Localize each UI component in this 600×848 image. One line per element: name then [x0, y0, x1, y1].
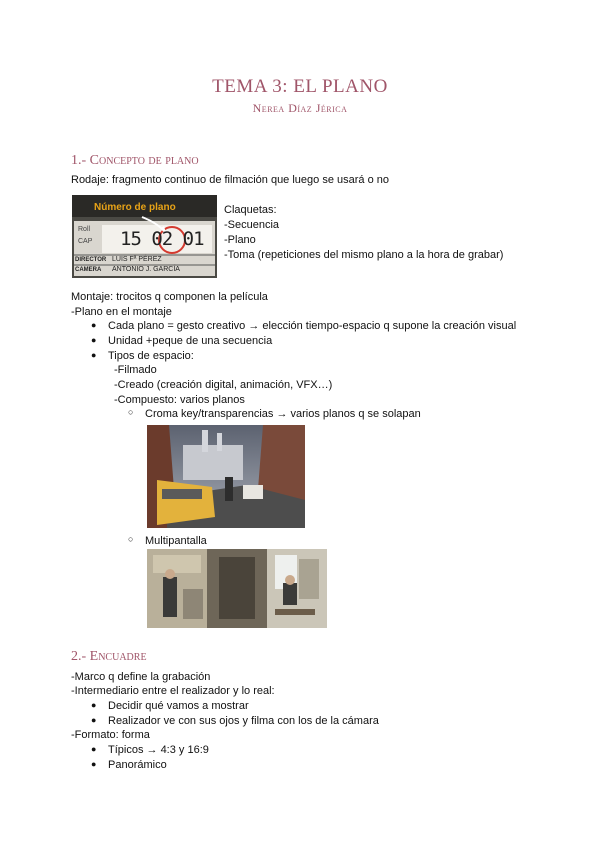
clapper-label: Número de plano — [94, 202, 176, 213]
espacio-item: -Filmado — [114, 364, 157, 376]
list-item: Tipos de espacio: — [108, 350, 194, 362]
circle-bullet: ○ — [128, 407, 134, 417]
page-title: TEMA 3: EL PLANO — [212, 76, 388, 97]
slate-director-label: DIRECTOR — [75, 257, 107, 263]
clapper-image — [72, 195, 217, 278]
plano-montaje-line: -Plano en el montaje — [71, 306, 172, 318]
list-item: Multipantalla — [145, 535, 207, 547]
montaje-definition: Montaje: trocitos q componen la película — [71, 291, 268, 303]
circle-bullet: ○ — [128, 534, 134, 544]
rodaje-definition: Rodaje: fragmento continuo de filmación que luego se usará o no — [71, 174, 389, 186]
bullet-dot: ● — [91, 350, 97, 360]
claquetas-item: -Plano — [224, 234, 256, 246]
slate-camera: ANTONIO J. GARCÍA — [112, 266, 180, 273]
slate-roll: Roll — [78, 226, 91, 233]
list-item: Croma key/transparencias → varios planos q se solapan — [145, 408, 421, 420]
encuadre-line: -Marco q define la grabación — [71, 671, 211, 683]
croma-key-image — [147, 425, 305, 528]
list-item: Típicos → 4:3 y 16:9 — [108, 744, 209, 756]
bullet-dot: ● — [91, 744, 97, 754]
encuadre-line: -Intermediario entre el realizador y lo real: — [71, 685, 275, 697]
list-item: Panorámico — [108, 759, 167, 771]
bullet-dot: ● — [91, 335, 97, 345]
section-heading-encuadre: 2.- Encuadre — [71, 649, 147, 664]
espacio-item: -Creado (creación digital, animación, VFX…) — [114, 379, 333, 391]
claquetas-item: -Toma (repeticiones del mismo plano a la hora de grabar) — [224, 249, 504, 261]
bullet-dot: ● — [91, 759, 97, 769]
multipantalla-image — [147, 549, 327, 628]
bullet-dot: ● — [91, 700, 97, 710]
slate-director: LUIS Fª PÉREZ — [112, 256, 162, 263]
slate-camera-label: CAMERA — [75, 267, 102, 273]
formato-line: -Formato: forma — [71, 729, 150, 741]
list-item: Decidir qué vamos a mostrar — [108, 700, 249, 712]
slate-cap: CAP — [78, 238, 93, 245]
espacio-item: -Compuesto: varios planos — [114, 394, 245, 406]
list-item: Unidad +peque de una secuencia — [108, 335, 273, 347]
author-name: Nerea Díaz Jérica — [252, 101, 348, 115]
bullet-dot: ● — [91, 320, 97, 330]
claquetas-item: -Secuencia — [224, 219, 280, 231]
slate-number: 15 02 01 — [120, 228, 204, 250]
claquetas-title: Claquetas: — [224, 204, 277, 216]
list-item: Realizador ve con sus ojos y filma con los de la cámara — [108, 715, 379, 727]
section-heading-concepto-plano: 1.- Concepto de plano — [71, 153, 199, 168]
bullet-dot: ● — [91, 715, 97, 725]
list-item: Cada plano = gesto creativo → elección tiempo-espacio q supone la creación visual — [108, 320, 517, 332]
